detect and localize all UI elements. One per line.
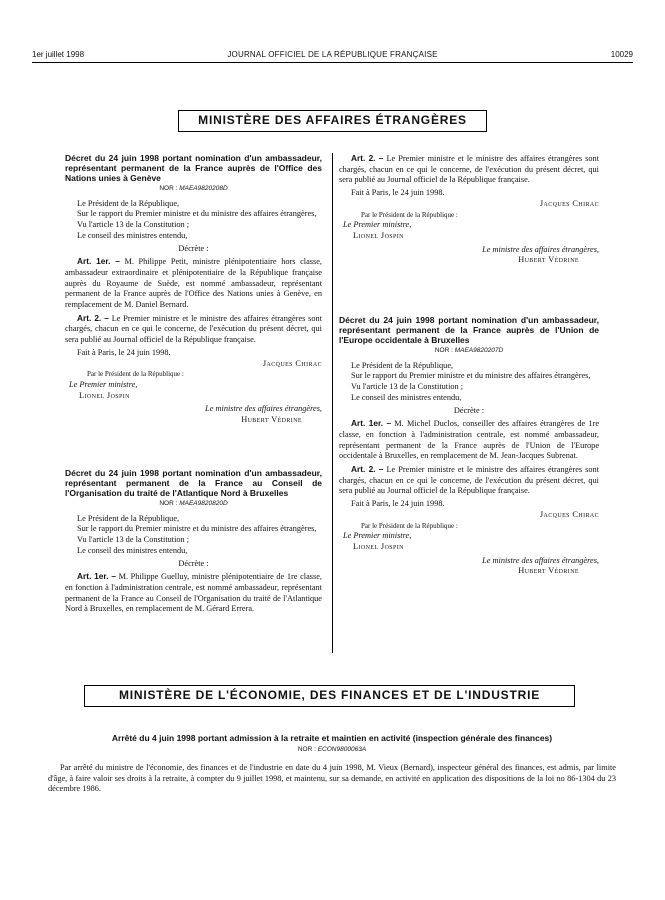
preamble-conseil: Le conseil des ministres entendu, [351,392,462,402]
header-date: 1er juillet 1998 [32,50,85,59]
signature-president: Jacques Chirac [539,509,599,519]
preamble-rapport: Sur le rapport du Premier ministre et du ministre des affaires étrangères, [77,209,317,219]
decrete-label: Décrète : [453,405,485,415]
pm-title: Le Premier ministre, [343,531,412,541]
decree-ueo [339,315,599,577]
par-le-president: Par le Président de la République : [361,521,458,530]
minister-name: Hubert Védrine [518,566,579,576]
preamble-president: Le Président de la République, [351,360,454,370]
nor-reference: NOR : ECON9800063A [297,745,367,753]
minister-title: Le ministre des affaires étrangères, [482,555,599,565]
arrete-retraite [48,733,616,795]
minister-title: Le ministre des affaires étrangères, [205,404,322,414]
decree-title: Décret du 24 juin 1998 portant nomination d'un ambassadeur, représentant permanent de la France auprès de l'Office des Nations unies à Genève [65,153,322,183]
decree-otan [65,468,322,615]
header-journal-title: JOURNAL OFFICIEL DE LA RÉPUBLIQUE FRANÇAISE [227,50,438,59]
preamble-vu: Vu l'article 13 de la Constitution ; [77,535,190,545]
signature-president: Jacques Chirac [262,358,322,368]
arrete-body: Par arrêté du ministre de l'économie, des finances et de l'industrie en date du 4 juin 1998, M. Vieux (Bernard), inspecteur général des finances, est admis, par limite d'âge, à faire valoir ses droits à la retraite, à compter du 9 juillet 1998, et maintenu, sur sa demande, en activité en application des dispositions de la loi no 86-1304 du 23 décembre 1986. [48,763,616,793]
preamble-conseil: Le conseil des ministres entendu, [77,545,188,555]
article-2: Art. 2. – Le Premier ministre et le ministre des affaires étrangères sont chargés, chacun en ce qui le concerne, de l'exécution du présent décret, qui sera publié au Journal officiel de la République française. [65,312,322,345]
decree-otan-continued [339,153,599,266]
article-2: Art. 2. – Le Premier ministre et le ministre des affaires étrangères sont chargés, chacun en ce qui le concerne, de l'exécution du présent décret, qui sera publié au Journal officiel de la République française. [339,153,599,185]
preamble-rapport: Sur le rapport du Premier ministre et du ministre des affaires étrangères, [351,371,591,381]
header-page-number: 10029 [610,50,633,59]
minister-name: Hubert Védrine [241,415,302,425]
column-divider [332,153,333,653]
decree-geneve [65,153,322,426]
page-header [32,50,633,62]
fait-a-paris: Fait à Paris, le 24 juin 1998. [77,347,171,357]
preamble-conseil: Le conseil des ministres entendu, [77,230,188,240]
nor-reference: NOR : MAEA9820207D [434,347,504,354]
fait-a-paris: Fait à Paris, le 24 juin 1998. [351,188,445,198]
minister-title: Le ministre des affaires étrangères, [482,244,599,254]
article-1: Art. 1er. – M. Philippe Petit, ministre plénipotentiaire hors classe, ambassadeur extraordinaire et plénipotentiaire de la République française auprès du Royaume de Suède, est nommé ambassadeur, représentant permanent de la France auprès de l'Office des Nations unies à Genève, en remplacement de M. Daniel Bernard. [65,256,322,310]
preamble-vu: Vu l'article 13 de la Constitution ; [351,382,464,392]
nor-reference: NOR : MAEA9820208D [159,185,228,192]
par-le-president: Par le Président de la République : [361,210,458,219]
par-le-president: Par le Président de la République : [87,370,184,379]
arrete-title: Arrêté du 4 juin 1998 portant admission à la retraite et maintien en activité (inspection générale des finances) [111,733,553,743]
pm-name: Lionel Jospin [353,230,404,240]
article-1: Art. 1er. – M. Michel Duclos, conseiller des affaires étrangères de 1re classe, en fonction à l'administration centrale, est nommé ambassadeur, représentant permanent de la France auprès de l'Union de l'Europe occidentale à Bruxelles, en remplacement de M. Jean-Jacques Subrenat. [339,418,600,461]
article-1: Art. 1er. – M. Philippe Guelluy, ministre plénipotentiaire de 1re classe, en fonction à l'administration centrale, est nommé ambassadeur, représentant permanent de la France au Conseil de l'Organisation du traité de l'Atlantique Nord à Bruxelles, en remplacement de M. Gérard Errera. [65,571,322,614]
preamble-vu: Vu l'article 13 de la Constitution ; [77,220,190,230]
fait-a-paris: Fait à Paris, le 24 juin 1998. [351,499,445,509]
signature-president: Jacques Chirac [539,198,599,208]
nor-reference: NOR : MAEA9820820D [159,500,228,507]
decree-title: Décret du 24 juin 1998 portant nomination d'un ambassadeur, représentant permanent de la France au Conseil de l'Organisation du traité de l'Atlantique Nord à Bruxelles [65,468,322,498]
pm-title: Le Premier ministre, [343,220,412,230]
pm-name: Lionel Jospin [79,390,130,400]
preamble-president: Le Président de la République, [77,513,180,523]
pm-title: Le Premier ministre, [69,379,138,389]
ministry-heading-economy: MINISTÈRE DE L'ÉCONOMIE, DES FINANCES ET DE L'INDUSTRIE [84,685,575,707]
preamble-rapport: Sur le rapport du Premier ministre et du ministre des affaires étrangères, [77,524,317,534]
decrete-label: Décrète : [178,558,209,568]
decree-title: Décret du 24 juin 1998 portant nomination d'un ambassadeur, représentant permanent de la France auprès de l'Union de l'Europe occidentale à Bruxelles [339,315,599,345]
header-rule [32,62,633,63]
decrete-label: Décrète : [178,243,209,253]
preamble-president: Le Président de la République, [77,198,180,208]
ministry-heading-foreign-affairs: MINISTÈRE DES AFFAIRES ÉTRANGÈRES [178,110,487,132]
minister-name: Hubert Védrine [518,255,579,265]
article-2: Art. 2. – Le Premier ministre et le ministre des affaires étrangères sont chargés, chacun en ce qui le concerne, de l'exécution du présent décret, qui sera publié au Journal officiel de la République française. [339,464,599,496]
pm-name: Lionel Jospin [353,541,404,551]
